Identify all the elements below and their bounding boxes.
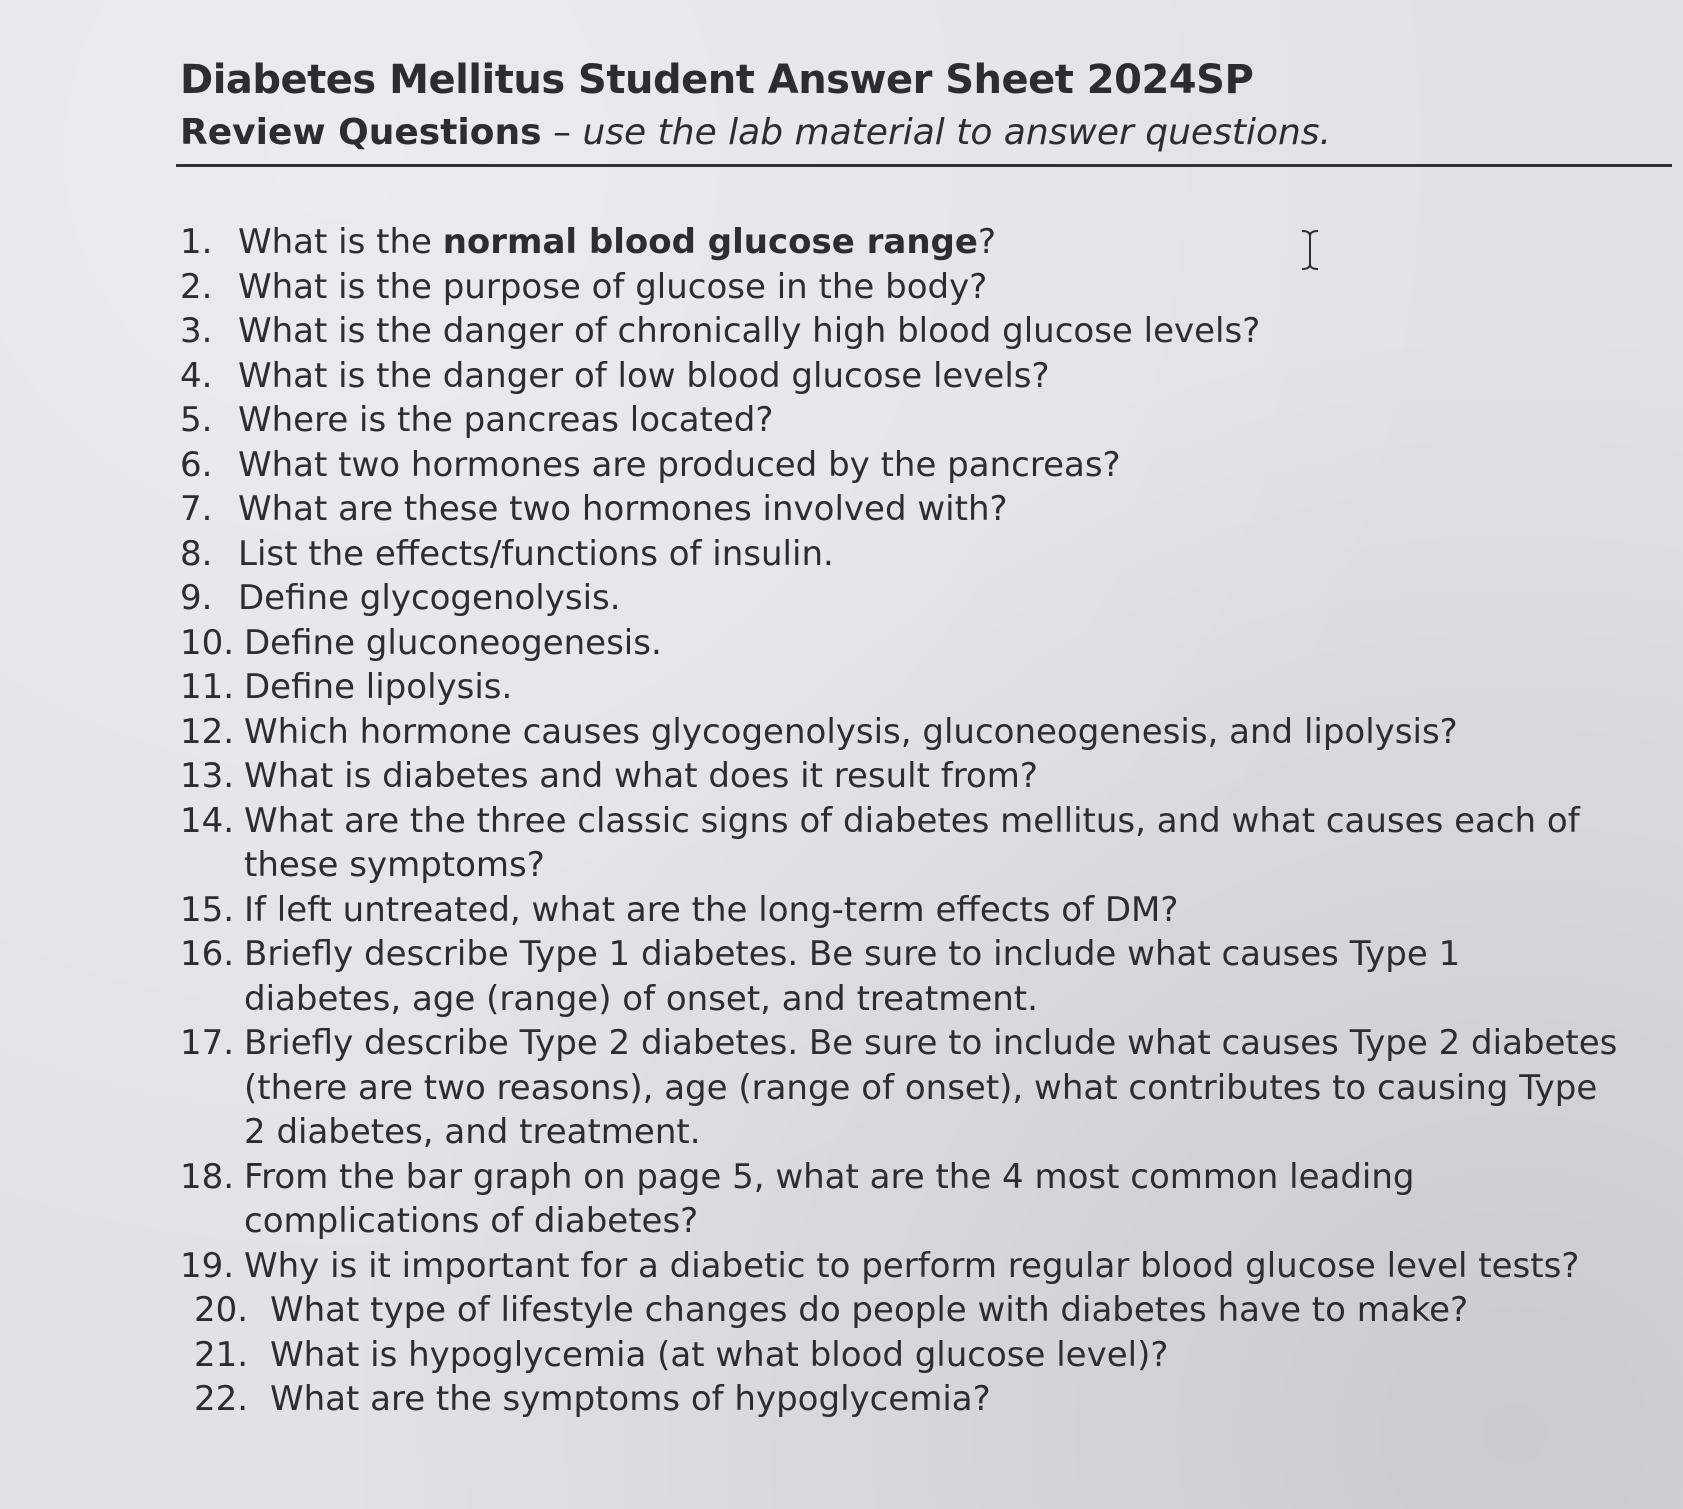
header-divider [176, 164, 1672, 167]
question-item[interactable] [180, 621, 1620, 666]
question-number: 10. [180, 622, 235, 663]
question-item[interactable] [180, 1021, 1620, 1155]
question-text: What is the danger of chronically high blood glucose levels? [238, 311, 1261, 351]
subtitle-bold: Review Questions [180, 112, 542, 153]
question-number: 12. [180, 711, 235, 752]
question-item[interactable] [180, 754, 1620, 799]
question-text: What type of lifestyle changes do people with diabetes have to make? [270, 1290, 1469, 1330]
question-text-post: ? [977, 222, 996, 262]
question-text: What are the three classic signs of diabetes mellitus, and what causes each of these symptoms? [244, 800, 1580, 885]
question-text: Briefly describe Type 1 diabetes. Be sure to include what causes Type 1 diabetes, age (range) of onset, and treatment. [244, 934, 1461, 1019]
question-number: 9. [180, 578, 213, 618]
question-text [238, 220, 1620, 265]
question-item[interactable] [180, 532, 1620, 577]
question-number: 3. [180, 311, 213, 351]
question-number: 7. [180, 489, 213, 529]
question-number: 11. [180, 667, 235, 707]
question-number: 8. [180, 533, 213, 574]
question-number: 15. [180, 889, 235, 930]
question-text: Define glycogenolysis. [238, 578, 621, 618]
question-text: What is diabetes and what does it result from? [244, 756, 1038, 796]
question-number: 17. [180, 1023, 235, 1063]
question-item[interactable] [180, 710, 1620, 755]
question-text: Which hormone causes glycogenolysis, gluconeogenesis, and lipolysis? [244, 711, 1458, 752]
question-text-pre: What is the [238, 222, 443, 262]
subtitle [180, 108, 1672, 158]
question-number: 6. [180, 444, 213, 485]
question-text: If left untreated, what are the long-term effects of DM? [244, 889, 1179, 930]
question-number: 2. [180, 266, 213, 307]
question-item[interactable] [180, 932, 1620, 1021]
document-header [180, 52, 1672, 158]
question-number: 4. [180, 355, 213, 396]
question-text: Define gluconeogenesis. [244, 622, 662, 663]
question-item[interactable] [180, 1333, 1620, 1378]
question-text: What two hormones are produced by the pancreas? [238, 444, 1121, 485]
question-item[interactable] [180, 398, 1620, 443]
question-item[interactable] [180, 799, 1620, 888]
question-number: 20. [194, 1290, 249, 1330]
question-text: From the bar graph on page 5, what are the 4 most common leading complications of diabetes? [244, 1156, 1415, 1241]
question-item[interactable] [180, 443, 1620, 488]
question-item[interactable] [180, 576, 1620, 621]
question-text: Why is it important for a diabetic to perform regular blood glucose level tests? [244, 1245, 1580, 1286]
question-number: 18. [180, 1156, 235, 1197]
question-item[interactable] [180, 354, 1620, 399]
question-text: What are the symptoms of hypoglycemia? [270, 1379, 991, 1419]
question-item[interactable] [180, 309, 1620, 354]
question-text: What is the purpose of glucose in the body? [238, 266, 988, 307]
question-item[interactable] [180, 1377, 1620, 1422]
subtitle-instruction: use the lab material to answer questions. [582, 112, 1331, 153]
question-list [180, 220, 1620, 1422]
question-number: 5. [180, 400, 213, 440]
question-number: 22. [194, 1379, 249, 1419]
question-number: 13. [180, 756, 235, 796]
question-item[interactable] [180, 265, 1620, 310]
page-title: Diabetes Mellitus Student Answer Sheet 2024SP [180, 57, 1254, 103]
question-number: 14. [180, 800, 235, 841]
question-item[interactable] [180, 1288, 1620, 1333]
question-text: Where is the pancreas located? [238, 400, 774, 440]
text-cursor-icon [1298, 228, 1322, 272]
question-text: List the effects/functions of insulin. [238, 533, 834, 574]
question-item[interactable] [180, 220, 1620, 265]
question-number: 16. [180, 934, 235, 974]
question-item[interactable] [180, 888, 1620, 933]
question-number: 21. [194, 1334, 249, 1375]
question-number: 1. [180, 222, 213, 262]
question-item[interactable] [180, 1155, 1620, 1244]
question-item[interactable] [180, 487, 1620, 532]
subtitle-dash: – [541, 112, 583, 153]
question-item[interactable] [180, 665, 1620, 710]
question-text: What is hypoglycemia (at what blood glucose level)? [270, 1334, 1169, 1375]
question-text: What are these two hormones involved with? [238, 489, 1008, 529]
question-number: 19. [180, 1245, 235, 1286]
question-text: What is the danger of low blood glucose levels? [238, 355, 1050, 396]
question-text: Define lipolysis. [244, 667, 513, 707]
question-text: Briefly describe Type 2 diabetes. Be sure to include what causes Type 2 diabetes (there are two reasons), age (range of onset), what contributes to causing Type 2 diabetes, and treatment. [244, 1023, 1618, 1152]
question-text-bold: normal blood glucose range [442, 222, 978, 262]
question-item[interactable] [180, 1244, 1620, 1289]
